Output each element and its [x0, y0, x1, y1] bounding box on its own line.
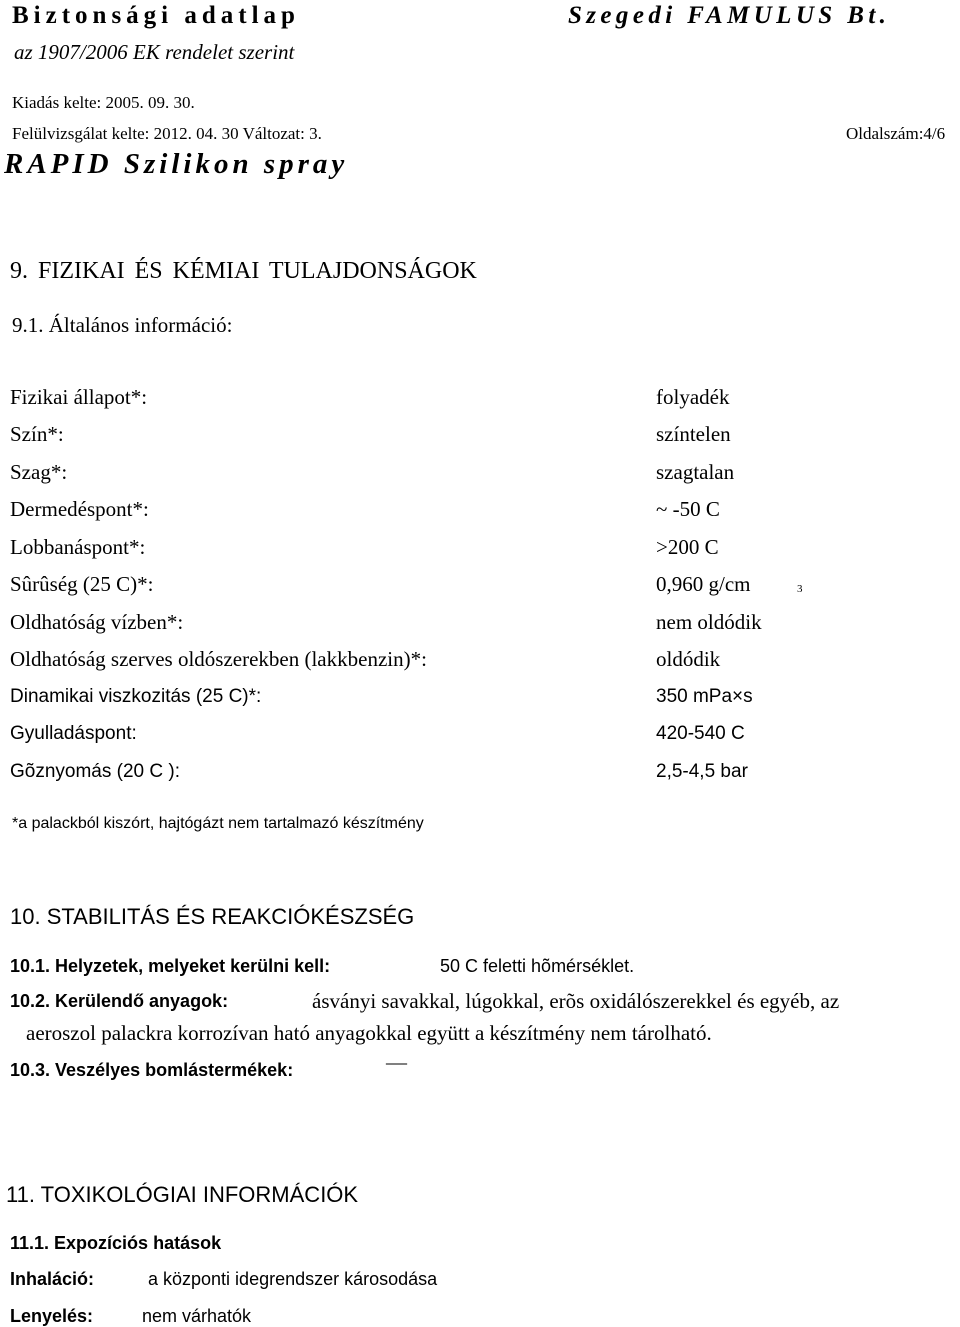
inhalation-label: Inhaláció:	[10, 1269, 95, 1289]
property-label: Gõznyomás (20 C ):	[10, 761, 180, 782]
property-label: Szag*:	[10, 460, 68, 484]
property-label: Oldhatóság vízben*:	[10, 610, 184, 634]
section-9-1-title: 9.1. Általános információ:	[12, 313, 233, 337]
property-label: Dermedéspont*:	[10, 497, 149, 521]
section-10-2-continuation: aeroszol palackra korrozívan ható anyagokkal együtt a készítmény nem tárolható.	[26, 1021, 712, 1045]
section-11-1-title: 11.1. Expozíciós hatások	[10, 1233, 222, 1253]
property-label: Gyulladáspont:	[10, 723, 137, 744]
section-10-title: 10. STABILITÁS ÉS REAKCIÓKÉSZSÉG	[10, 904, 415, 929]
property-label: Sûrûség (25 C)*:	[10, 572, 154, 596]
section-10-1-label: 10.1. Helyzetek, melyeket kerülni kell:	[10, 956, 331, 976]
ingestion-value: nem várhatók	[142, 1306, 252, 1326]
revision-info: Felülvizsgálat kelte: 2012. 04. 30 Változat: 3.	[12, 124, 322, 143]
property-value: szagtalan	[656, 460, 735, 484]
product-name: RAPID Szilikon spray	[4, 148, 349, 180]
regulation-line: az 1907/2006 EK rendelet szerint	[14, 40, 295, 64]
property-label: Fizikai állapot*:	[10, 385, 148, 409]
property-value: >200 C	[656, 535, 719, 559]
section-9-title: 9. FIZIKAI ÉS KÉMIAI TULAJDONSÁGOK	[10, 258, 477, 284]
property-label: Oldhatóság szerves oldószerekben (lakkbenzin)*:	[10, 647, 427, 671]
property-value: színtelen	[656, 422, 731, 446]
property-value: 420-540 C	[656, 723, 745, 744]
property-label: Dinamikai viszkozitás (25 C)*:	[10, 686, 262, 707]
property-value: oldódik	[656, 647, 721, 671]
property-value: 0,960 g/cm	[656, 572, 751, 596]
footnote: *a palackból kiszórt, hajtógázt nem tartalmazó készítmény	[12, 815, 424, 832]
inhalation-value: a központi idegrendszer károsodása	[148, 1269, 438, 1289]
property-value: ~ -50 C	[656, 497, 720, 521]
section-10-3-label: 10.3. Veszélyes bomlástermékek:	[10, 1060, 294, 1080]
property-value: folyadék	[656, 385, 730, 409]
section-10-2-value: ásványi savakkal, lúgokkal, erõs oxidálószerekkel és egyéb, az	[312, 989, 840, 1013]
section-10-2-label: 10.2. Kerülendő anyagok:	[10, 991, 229, 1011]
ingestion-label: Lenyelés:	[10, 1306, 94, 1326]
density-superscript: 3	[797, 583, 803, 595]
section-10-1-value: 50 C feletti hõmérséklet.	[440, 956, 635, 976]
issue-date: Kiadás kelte: 2005. 09. 30.	[12, 93, 195, 112]
company-name: Szegedi FAMULUS Bt.	[568, 2, 891, 29]
property-value: 2,5-4,5 bar	[656, 761, 748, 782]
document-title: Biztonsági adatlap	[12, 2, 300, 29]
property-value: nem oldódik	[656, 610, 762, 634]
section-11-title: 11. TOXIKOLÓGIAI INFORMÁCIÓK	[6, 1182, 359, 1207]
section-10-3-value: —	[386, 1050, 407, 1074]
page-number: Oldalszám:4/6	[846, 124, 946, 143]
property-value: 350 mPa×s	[656, 686, 753, 707]
property-label: Lobbanáspont*:	[10, 535, 146, 559]
property-label: Szín*:	[10, 422, 64, 446]
